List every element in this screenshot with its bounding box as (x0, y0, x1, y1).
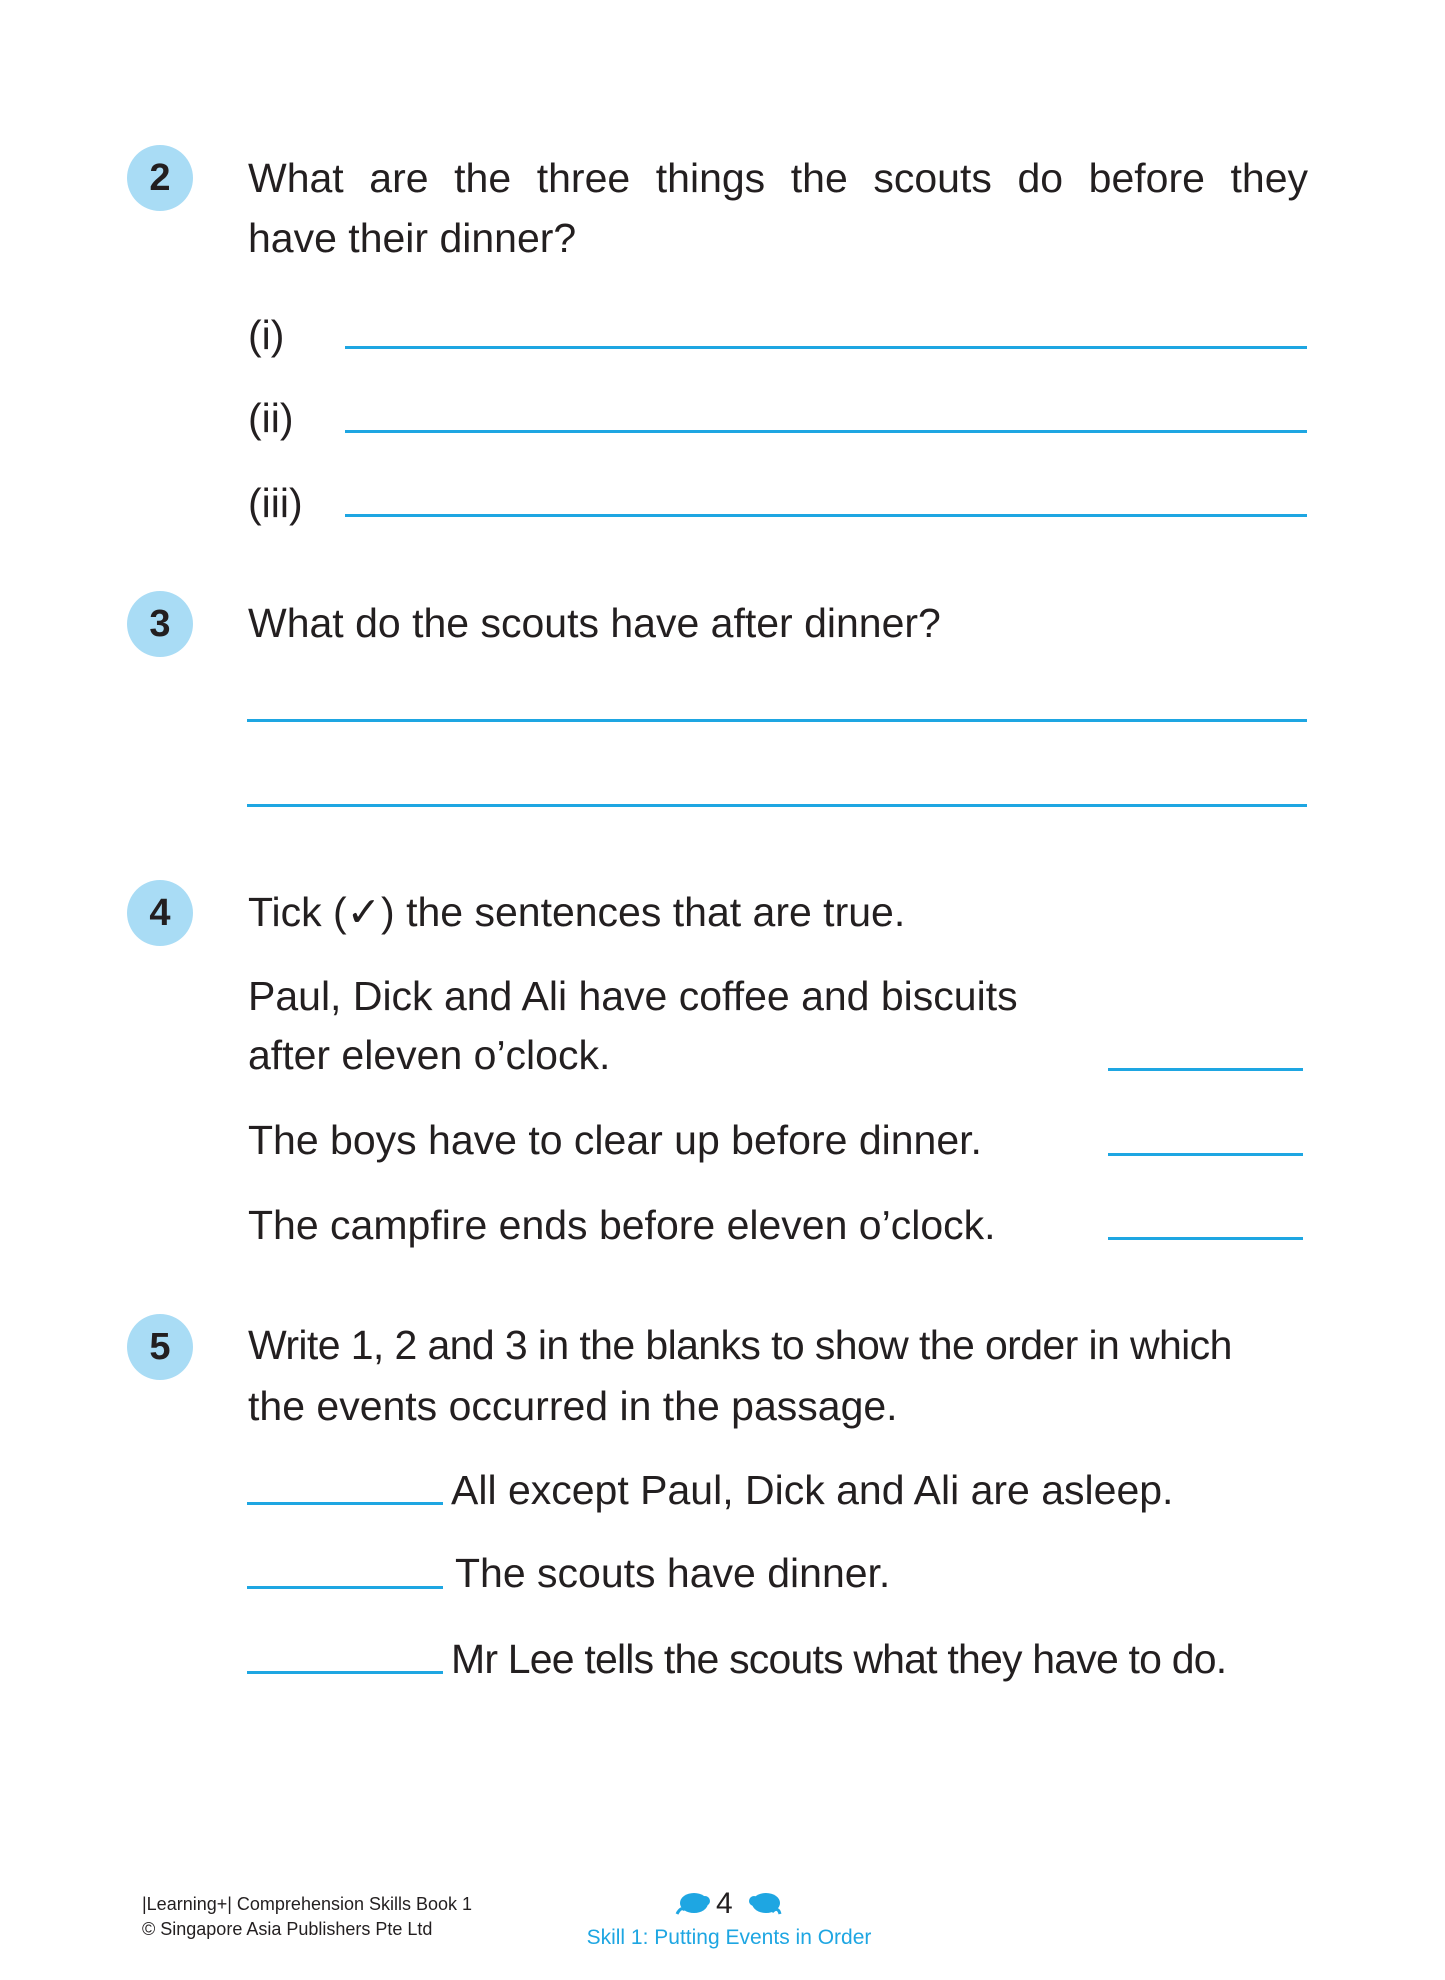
answer-line-q3-1[interactable] (247, 719, 1307, 722)
q5-event-3: Mr Lee tells the scouts what they have to do. (451, 1636, 1227, 1682)
q4-text: Tick (✓) the sentences that are true. (248, 889, 906, 935)
answer-line-q2-iii[interactable] (345, 514, 1307, 517)
question-number-2: 2 (127, 145, 193, 211)
tick-blank-2[interactable] (1108, 1153, 1303, 1156)
order-blank-3[interactable] (247, 1671, 443, 1674)
question-number-3: 3 (127, 591, 193, 657)
q4-sentence-1-line2: after eleven o’clock. (248, 1032, 611, 1078)
q5-text-line2: the events occurred in the passage. (248, 1383, 898, 1429)
q2-item-label-i: (i) (248, 312, 285, 358)
q4-sentence-2: The boys have to clear up before dinner. (248, 1117, 982, 1163)
q4-sentence-1-line1: Paul, Dick and Ali have coffee and biscuits (248, 973, 1018, 1019)
q2-text-line1: What are the three things the scouts do before they (248, 155, 1308, 201)
answer-line-q2-i[interactable] (345, 346, 1307, 349)
q5-event-1: All except Paul, Dick and Ali are asleep. (451, 1467, 1174, 1513)
page-number: 4 (716, 1887, 733, 1920)
order-blank-2[interactable] (247, 1586, 443, 1589)
q2-item-label-iii: (iii) (248, 480, 303, 526)
q5-event-2: The scouts have dinner. (455, 1550, 891, 1596)
answer-line-q2-ii[interactable] (345, 430, 1307, 433)
order-blank-1[interactable] (247, 1502, 443, 1505)
q3-text: What do the scouts have after dinner? (248, 600, 941, 646)
tick-blank-1[interactable] (1108, 1068, 1303, 1071)
q2-text-line2: have their dinner? (248, 215, 577, 261)
tick-blank-3[interactable] (1108, 1237, 1303, 1240)
turtle-left-icon (673, 1890, 711, 1918)
answer-line-q3-2[interactable] (247, 804, 1307, 807)
question-number-5: 5 (127, 1314, 193, 1380)
q4-sentence-3: The campfire ends before eleven o’clock. (248, 1202, 996, 1248)
q5-text-line1: Write 1, 2 and 3 in the blanks to show the order in which (248, 1322, 1232, 1368)
footer-copyright: © Singapore Asia Publishers Pte Ltd (142, 1919, 433, 1939)
footer-skill-title: Skill 1: Putting Events in Order (586, 1926, 872, 1949)
footer-book-title: |Learning+| Comprehension Skills Book 1 (142, 1894, 473, 1914)
question-number-4: 4 (127, 880, 193, 946)
turtle-right-icon (746, 1890, 784, 1918)
q2-item-label-ii: (ii) (248, 395, 294, 441)
